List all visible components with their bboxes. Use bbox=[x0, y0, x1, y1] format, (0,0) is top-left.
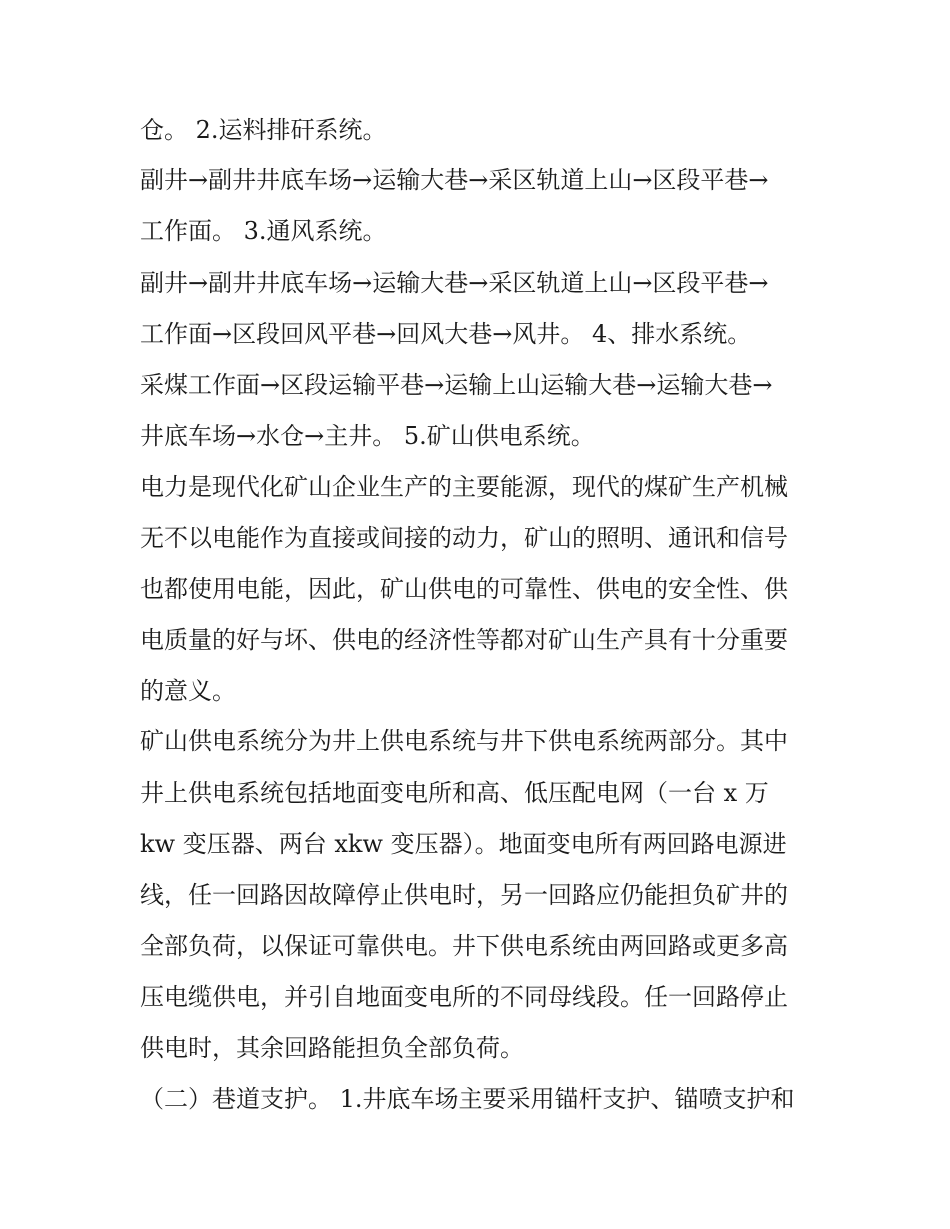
text-line-8: 电力是现代化矿山企业生产的主要能源，现代的煤矿生产机械 bbox=[140, 473, 788, 501]
text-line-13: 矿山供电系统分为井上供电系统与井下供电系统两部分。其中 bbox=[140, 727, 788, 755]
text-line-7: 井底车场→水仓→主井。 5.矿山供电系统。 bbox=[140, 422, 595, 450]
text-line-19: 供电时，其余回路能担负全部负荷。 bbox=[140, 1034, 524, 1062]
text-line-18: 压电缆供电，并引自地面变电所的不同母线段。任一回路停止 bbox=[140, 983, 788, 1011]
text-line-5: 工作面→区段回风平巷→回风大巷→风井。 4、排水系统。 bbox=[140, 320, 752, 348]
text-line-11: 电质量的好与坏、供电的经济性等都对矿山生产具有十分重要 bbox=[140, 626, 788, 654]
text-line-17: 全部负荷，以保证可靠供电。井下供电系统由两回路或更多高 bbox=[140, 932, 788, 960]
text-line-1: 仓。 2.运料排矸系统。 bbox=[140, 116, 387, 144]
text-line-12: 的意义。 bbox=[140, 677, 236, 705]
text-line-20: （二）巷道支护。 1.井底车场主要采用锚杆支护、锚喷支护和 bbox=[140, 1085, 795, 1113]
text-line-3: 工作面。 3.通风系统。 bbox=[140, 217, 387, 245]
text-line-14: 井上供电系统包括地面变电所和高、低压配电网（一台 x 万 bbox=[140, 779, 769, 807]
text-line-9: 无不以电能作为直接或间接的动力，矿山的照明、通讯和信号 bbox=[140, 524, 788, 552]
text-line-2: 副井→副井井底车场→运输大巷→采区轨道上山→区段平巷→ bbox=[140, 166, 769, 194]
text-line-10: 也都使用电能，因此，矿山供电的可靠性、供电的安全性、供 bbox=[140, 575, 788, 603]
text-line-16: 线，任一回路因故障停止供电时，另一回路应仍能担负矿井的 bbox=[140, 881, 788, 909]
text-line-15: kw 变压器、两台 xkw 变压器）。地面变电所有两回路电源进 bbox=[140, 830, 787, 858]
text-line-6: 采煤工作面→区段运输平巷→运输上山运输大巷→运输大巷→ bbox=[140, 371, 773, 399]
text-line-4: 副井→副井井底车场→运输大巷→采区轨道上山→区段平巷→ bbox=[140, 269, 769, 297]
